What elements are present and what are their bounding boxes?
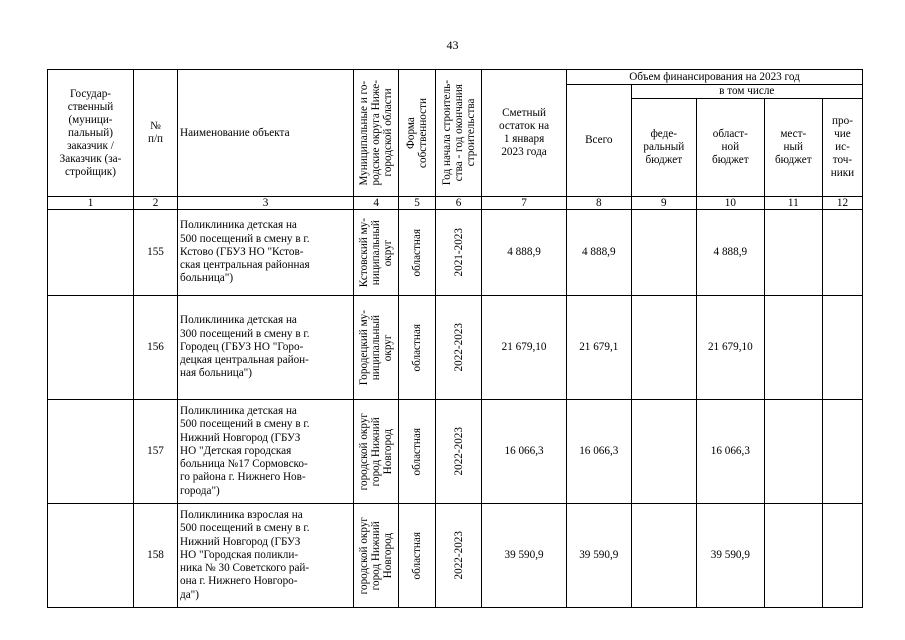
row-estimated-balance: 16 066,3 <box>482 400 567 504</box>
row-federal <box>631 504 697 608</box>
header-years: Год начала строитель- ства - год окончания строительства <box>440 80 477 186</box>
row-regional: 39 590,9 <box>697 504 765 608</box>
header-num: № п/п <box>134 70 178 197</box>
row-regional: 21 679,10 <box>697 296 765 400</box>
row-other <box>822 210 862 296</box>
row-municipality-cell <box>354 296 399 400</box>
row-num: 157 <box>134 400 178 504</box>
header-total: Всего <box>567 85 632 197</box>
row-ownership: областная <box>411 531 424 580</box>
row-regional: 16 066,3 <box>697 400 765 504</box>
header-regional: област- ной бюджет <box>697 99 765 197</box>
row-municipality: городской округ город Нижний Новгород <box>358 412 395 491</box>
row-local <box>764 504 822 608</box>
row-municipality-cell <box>354 210 399 296</box>
row-years: 2021-2023 <box>452 228 465 277</box>
column-number: 1 <box>48 197 134 210</box>
row-years-cell <box>436 296 482 400</box>
header-customer: Государ- ственный (муници- пальный) заказчик / Заказчик (за- стройщик) <box>48 70 134 197</box>
row-total: 16 066,3 <box>567 400 632 504</box>
row-years: 2022-2023 <box>452 427 465 476</box>
row-municipality: Кстовский му- ниципальный округ <box>358 217 395 288</box>
row-ownership: областная <box>411 323 424 372</box>
header-federal: феде- ральный бюджет <box>631 99 697 197</box>
row-total: 39 590,9 <box>567 504 632 608</box>
row-ownership-cell <box>399 400 436 504</box>
header-estimated-balance: Сметный остаток на 1 января 2023 года <box>482 70 567 197</box>
row-estimated-balance: 4 888,9 <box>482 210 567 296</box>
financing-table <box>47 69 863 608</box>
header-including: в том числе <box>631 85 862 99</box>
row-other <box>822 504 862 608</box>
row-years: 2022-2023 <box>452 323 465 372</box>
column-number: 12 <box>822 197 862 210</box>
row-num: 158 <box>134 504 178 608</box>
column-number: 5 <box>399 197 436 210</box>
page-number: 43 <box>446 38 459 52</box>
table-row <box>48 400 863 504</box>
row-ownership-cell <box>399 296 436 400</box>
table-row <box>48 210 863 296</box>
row-municipality-cell <box>354 504 399 608</box>
row-years-cell <box>436 504 482 608</box>
column-number: 2 <box>134 197 178 210</box>
header-object-name: Наименование объекта <box>178 70 354 197</box>
row-years-cell <box>436 210 482 296</box>
column-number: 6 <box>436 197 482 210</box>
row-federal <box>631 400 697 504</box>
row-object-name: Поликлиника детская на 300 посещений в смену в г. Городец (ГБУЗ НО "Горо- децкая центральная район- ная больница") <box>178 296 354 400</box>
row-num: 155 <box>134 210 178 296</box>
row-total: 4 888,9 <box>567 210 632 296</box>
row-ownership: областная <box>411 228 424 277</box>
table-row <box>48 504 863 608</box>
row-federal <box>631 210 697 296</box>
row-object-name: Поликлиника взрослая на 500 посещений в смену в г. Нижний Новгород (ГБУЗ НО "Городская поликли- ника № 30 Советского рай- она г. Нижнего Новгоро- да") <box>178 504 354 608</box>
row-other <box>822 296 862 400</box>
column-number: 9 <box>631 197 697 210</box>
header-municipality: Муниципальные и го- родские округа Ниже- городской области <box>358 80 395 186</box>
column-number: 3 <box>178 197 354 210</box>
row-ownership: областная <box>411 427 424 476</box>
row-customer <box>48 296 134 400</box>
row-estimated-balance: 39 590,9 <box>482 504 567 608</box>
table-row <box>48 296 863 400</box>
header-funding-volume: Объем финансирования на 2023 год <box>567 70 863 85</box>
row-ownership-cell <box>399 504 436 608</box>
header-other: про- чие ис- точ- ники <box>822 99 862 197</box>
row-municipality-cell <box>354 400 399 504</box>
row-other <box>822 400 862 504</box>
row-customer <box>48 210 134 296</box>
row-customer <box>48 504 134 608</box>
row-total: 21 679,1 <box>567 296 632 400</box>
row-years-cell <box>436 400 482 504</box>
column-number: 4 <box>354 197 399 210</box>
column-number: 10 <box>697 197 765 210</box>
row-object-name: Поликлиника детская на 500 посещений в смену в г. Кстово (ГБУЗ НО "Кстов- ская центральная районная больница") <box>178 210 354 296</box>
column-number: 7 <box>482 197 567 210</box>
header-municipality-cell <box>354 70 399 197</box>
row-num: 156 <box>134 296 178 400</box>
row-estimated-balance: 21 679,10 <box>482 296 567 400</box>
row-regional: 4 888,9 <box>697 210 765 296</box>
header-local: мест- ный бюджет <box>764 99 822 197</box>
row-local <box>764 296 822 400</box>
row-municipality: Городецкий му- ниципальный округ <box>358 309 395 386</box>
column-number: 8 <box>567 197 632 210</box>
row-ownership-cell <box>399 210 436 296</box>
row-object-name: Поликлиника детская на 500 посещений в смену в г. Нижний Новгород (ГБУЗ НО "Детская городская больница №17 Сормовско- го района г. Нижнего Нов- города") <box>178 400 354 504</box>
header-years-cell <box>436 70 482 197</box>
row-federal <box>631 296 697 400</box>
header-ownership-cell <box>399 70 436 197</box>
column-number: 11 <box>764 197 822 210</box>
row-customer <box>48 400 134 504</box>
row-local <box>764 210 822 296</box>
row-municipality: городской округ город Нижний Новгород <box>358 516 395 595</box>
header-ownership: Форма собственности <box>405 98 430 168</box>
row-local <box>764 400 822 504</box>
row-years: 2022-2023 <box>452 531 465 580</box>
